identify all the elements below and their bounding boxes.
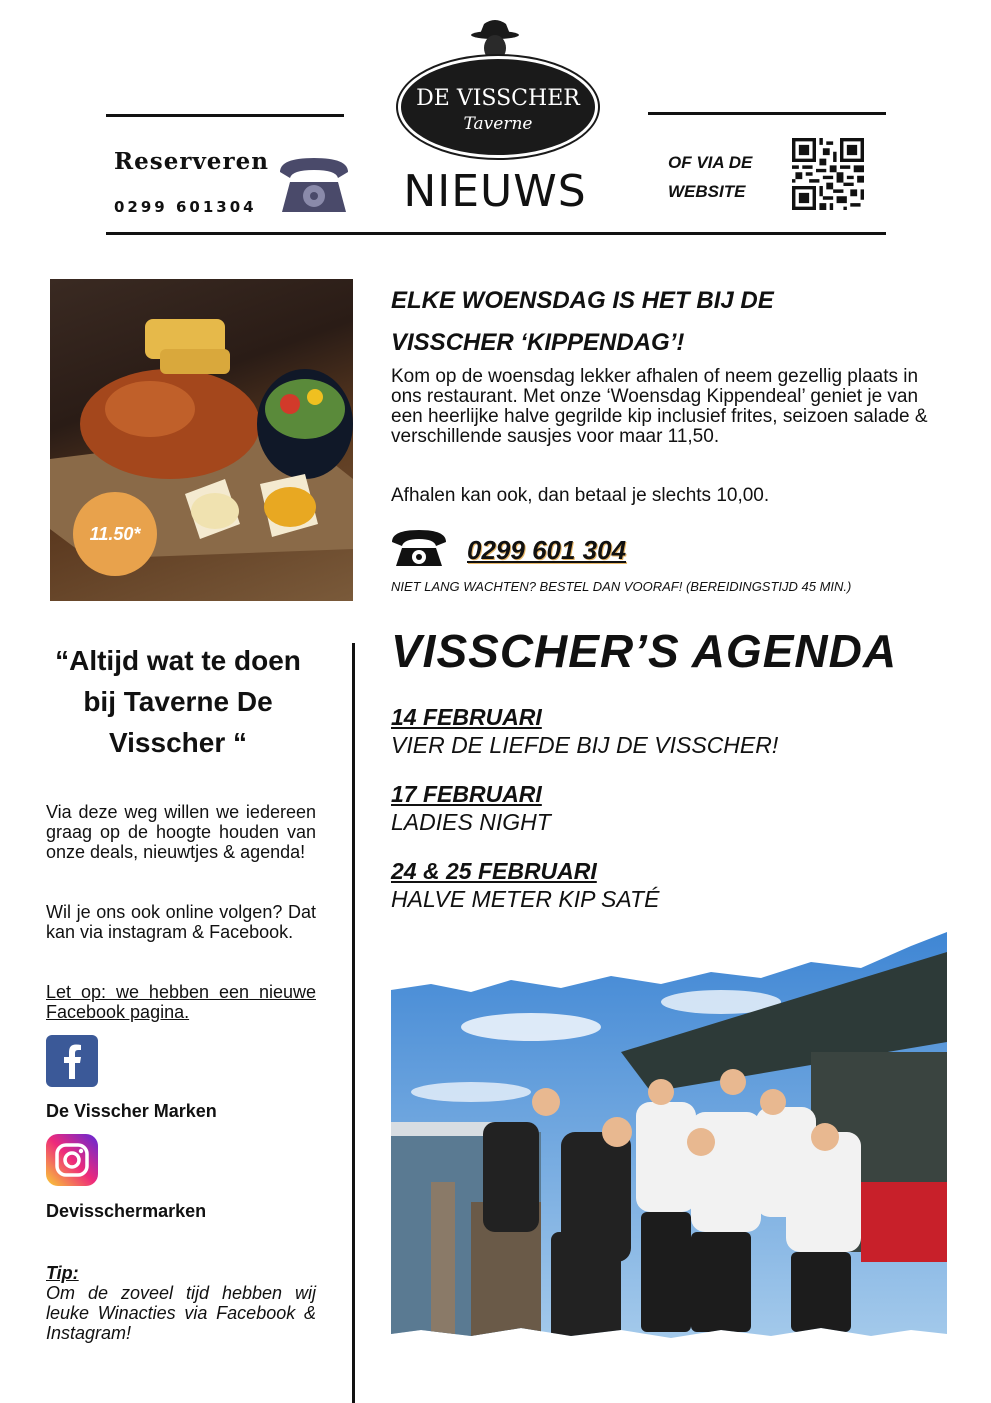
header-rule-bottom — [106, 232, 886, 235]
team-photo — [391, 932, 947, 1362]
intro-paragraph: Via deze weg willen we iedereen graag op de hoogte houden van onze deals, nieuwtjes & agenda! — [46, 802, 316, 862]
telephone-icon — [390, 528, 448, 568]
rotary-phone-icon — [276, 152, 352, 216]
column-divider — [352, 643, 355, 1403]
event-name: HALVE METER KIP SATÉ — [391, 886, 660, 912]
agenda-title: VISSCHER’S AGENDA — [391, 625, 898, 677]
website-text — [668, 148, 778, 206]
order-phone-number[interactable]: 0299 601 304 — [467, 535, 627, 565]
website-line-1: OF VIA DE — [668, 153, 753, 172]
event-date: 14 FEBRUARI — [391, 704, 542, 730]
header-rule-right — [648, 112, 886, 115]
event-date: 24 & 25 FEBRUARI — [391, 858, 597, 884]
kippendag-heading — [391, 280, 951, 364]
event-date: 17 FEBRUARI — [391, 781, 542, 807]
instagram-icon[interactable] — [46, 1134, 98, 1186]
event-name: LADIES NIGHT — [391, 809, 551, 835]
qr-code-icon[interactable] — [792, 138, 864, 210]
header-phone-number[interactable]: 0299 601304 — [114, 198, 257, 216]
kippendag-heading-line-1: ELKE WOENSDAG IS HET BIJ DE — [391, 287, 774, 314]
facebook-page-name[interactable]: De Visscher Marken — [46, 1101, 217, 1121]
event-name: VIER DE LIEFDE BIJ DE VISSCHER! — [391, 732, 779, 758]
kippendag-description: Kom op de woensdag lekker afhalen of neem gezellig plaats in ons restaurant. Met onze ‘Woensdag Kippendeal’ geniet je van een heerlijke halve gegrilde kip inclusief frites, seizoen salade & verschillende sausjes voor maar 11,50. — [391, 366, 928, 447]
order-ahead-note: NIET LANG WACHTEN? BESTEL DAN VOORAF! (BEREIDINGSTIJD 45 MIN.) — [391, 579, 852, 594]
tip-text: Om de zoveel tijd hebben wij leuke Winacties via Facebook & Instagram! — [46, 1283, 316, 1343]
follow-paragraph: Wil je ons ook online volgen? Dat kan via instagram & Facebook. — [46, 902, 316, 942]
newsletter-title: NIEUWS — [403, 166, 587, 217]
instagram-handle[interactable]: Devisschermarken — [46, 1201, 207, 1221]
logo-name: DE VISSCHER — [416, 86, 580, 111]
reserveren-label: Reserveren — [114, 148, 269, 175]
header-rule-left — [106, 114, 344, 117]
website-line-2: WEBSITE — [668, 182, 746, 201]
quote-heading: “Altijd wat te doen bij Taverne De Visscher “ — [55, 645, 301, 758]
new-facebook-notice[interactable]: Let op: we hebben een nieuwe Facebook pagina. — [46, 982, 316, 1022]
logo-subtitle: Taverne — [463, 114, 533, 134]
kippendag-heading-line-2: VISSCHER ‘KIPPENDAG’! — [391, 329, 685, 356]
price-badge: 11.50* — [73, 492, 157, 576]
takeaway-text: Afhalen kan ook, dan betaal je slechts 10,00. — [391, 485, 770, 506]
facebook-icon[interactable] — [46, 1035, 98, 1087]
tip-label: Tip: — [46, 1263, 79, 1283]
